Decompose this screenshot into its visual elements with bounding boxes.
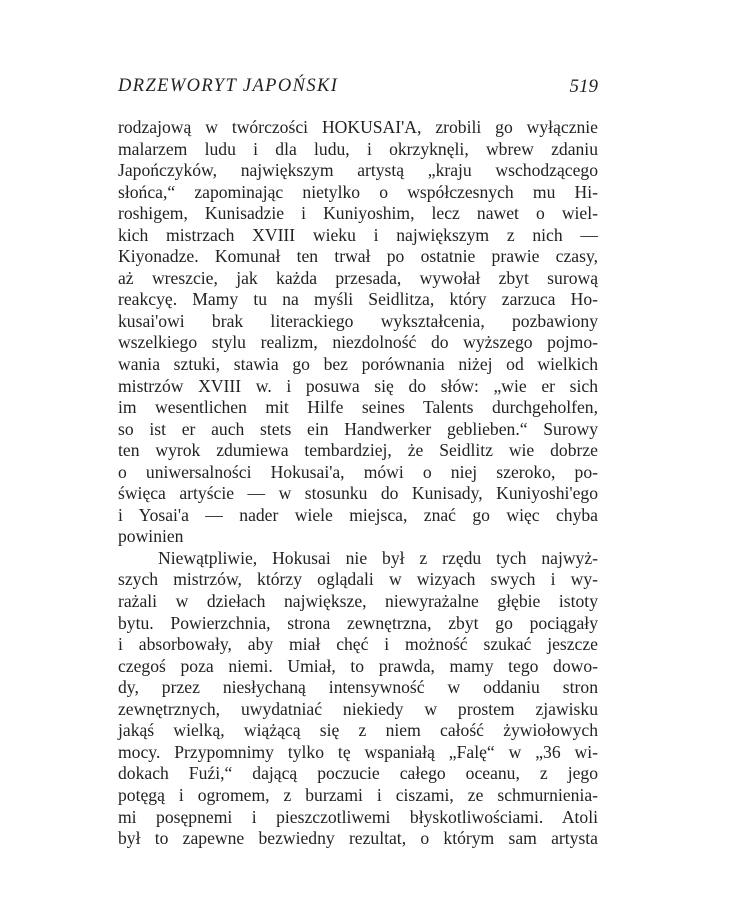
running-title: DRZEWORYT JAPOŃSKI: [118, 76, 339, 96]
text-line: był to zapewne bezwiedny rezultat, o którym sam artysta: [118, 828, 598, 849]
text-line: bytu. Powierzchnia, strona zewnętrzna, zbyt go pociągały: [118, 612, 598, 633]
paragraph: [118, 548, 598, 850]
text-line: aż wreszcie, jak każda przesada, wywołał zbyt surową: [118, 267, 598, 288]
text-line: i Yosai'a — nader wiele miejsca, znać go więc chyba: [118, 504, 598, 525]
text-line: mocy. Przypomnimy tylko tę wspaniałą „Falę“ w „36 wi-: [118, 741, 598, 762]
text-line: o uniwersalności Hokusai'a, mówi o niej szeroko, po-: [118, 461, 598, 482]
text-line: kich mistrzach XVIII wieku i największym z nich —: [118, 224, 598, 245]
text-line: potęgą i ogromem, z burzami i ciszami, ze schmurnienia-: [118, 784, 598, 805]
text-line: szych mistrzów, którzy oglądali w wizyach swych i wy-: [118, 569, 598, 590]
text-line: Niewątpliwie, Hokusai nie był z rzędu tych najwyż-: [158, 547, 598, 568]
text-line: roshigem, Kunisadzie i Kuniyoshim, lecz nawet o wiel-: [118, 203, 598, 224]
text-line: rażali w dziełach największe, niewyrażalne głębie istoty: [118, 591, 598, 612]
page-header: [118, 66, 598, 106]
text-line: malarzem ludu i dla ludu, i okrzyknęli, wbrew zdaniu: [118, 138, 598, 159]
text-line: święca artyście — w stosunku do Kunisady, Kuniyoshi'ego: [118, 483, 598, 504]
text-line: Kiyonadze. Komunał ten trwał po ostatnie prawie czasy,: [118, 246, 598, 267]
text-line: wania sztuki, stawia go bez porównania niżej od wielkich: [118, 354, 598, 375]
text-line: wszelkiego stylu realizm, niezdolność do wyższego pojmo-: [118, 332, 598, 353]
text-line: so ist er auch stets ein Handwerker geblieben.“ Surowy: [118, 418, 598, 439]
paragraph: [118, 117, 598, 548]
text-line: zewnętrznych, uwydatniać niekiedy w prostem zjawisku: [118, 698, 598, 719]
text-line: ten wyrok zdumiewa tembardziej, że Seidlitz wie dobrze: [118, 440, 598, 461]
text-line: dokach Fuźi,“ dającą poczucie całego oceanu, z jego: [118, 763, 598, 784]
text-line: mistrzów XVIII w. i posuwa się do słów: „wie er sich: [118, 375, 598, 396]
text-line: dy, przez niesłychaną intensywność w oddaniu stron: [118, 677, 598, 698]
page-number: 519: [569, 76, 598, 97]
text-line: czegoś poza niemi. Umiał, to prawda, mamy tego dowo-: [118, 655, 598, 676]
text-line: słońca,“ zapominając nietylko o współczesnych mu Hi-: [118, 181, 598, 202]
text-line: powinien: [118, 526, 184, 547]
text-line: jakąś wielką, wiążącą się z niem całość żywiołowych: [118, 720, 598, 741]
text-line: im wesentlichen mit Hilfe seines Talents durchgeholfen,: [118, 397, 598, 418]
text-line: mi posępnemi i pieszczotliwemi błyskotliwościami. Atoli: [118, 806, 598, 827]
text-line: reakcyę. Mamy tu na myśli Seidlitza, który zarzuca Ho-: [118, 289, 598, 310]
body-text: [118, 117, 598, 850]
text-line: kusai'owi brak literackiego wykształcenia, pozbawiony: [118, 310, 598, 331]
text-line: rodzajową w twórczości HOKUSAI'A, zrobili go wyłącznie: [118, 117, 598, 137]
text-line: Japończyków, największym artystą „kraju wschodzącego: [118, 160, 598, 181]
text-line: i absorbowały, aby miał chęć i możność szukać jeszcze: [118, 634, 598, 655]
